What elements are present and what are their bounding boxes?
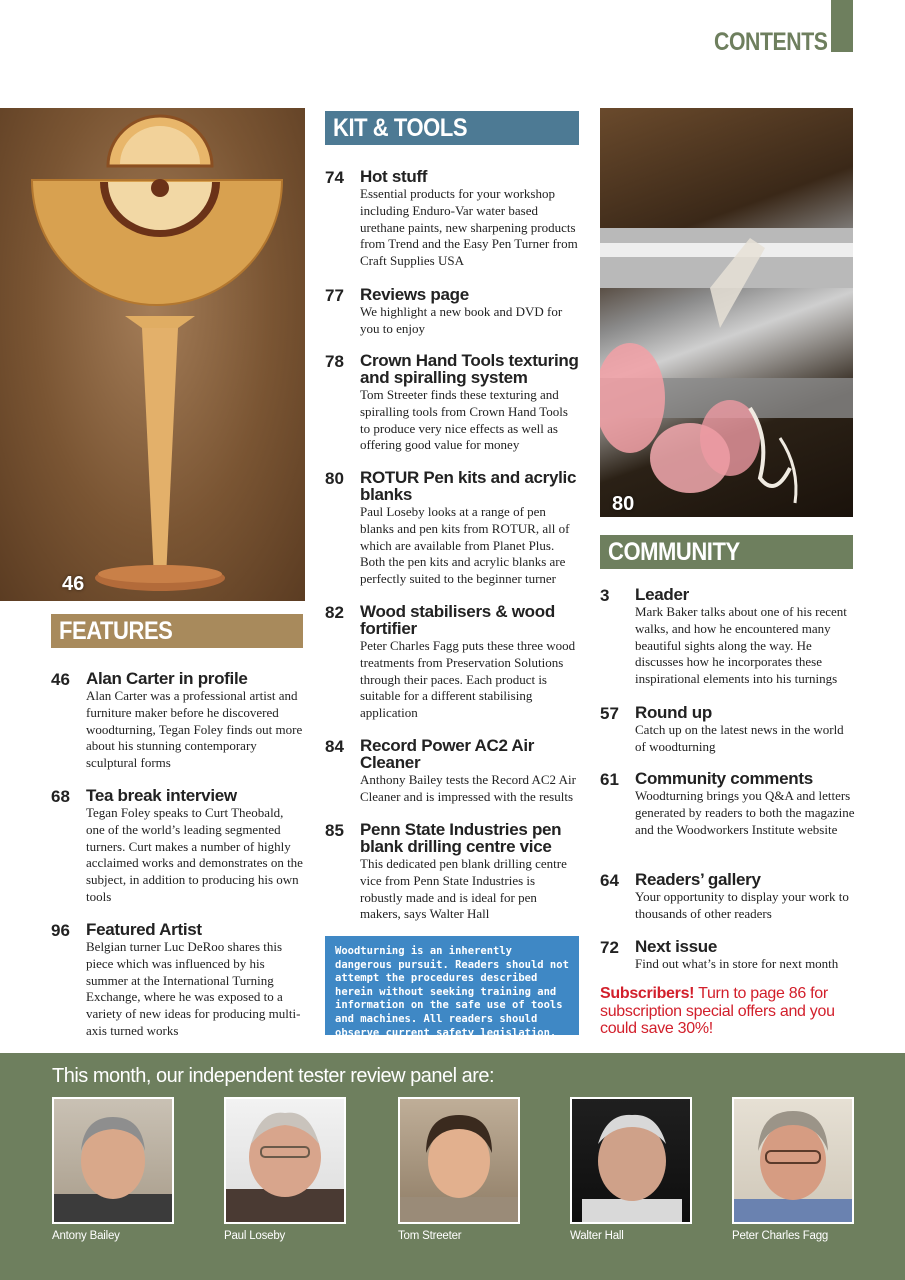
photo-page-number: 80 [612,493,635,515]
kit-photo-pen-blanks [600,108,853,517]
tester-photo [224,1097,346,1224]
tester-name: Paul Loseby [224,1230,286,1242]
tester-card [732,1097,854,1242]
kit-tools-entry: 80 ROTUR Pen kits and acrylic blanks Paul Loseby looks at a range of pen blanks and pen kits from ROTUR, all of which are available from Planet Plus. Both the pen kits and acrylic blanks are perfectly suited to the beginner turner [325,468,577,587]
header-tab [831,0,853,52]
kit-tools-entry: 74 Hot stuff Essential products for your workshop including Enduro-Var water based urethane paints, new sharpening products from Trend and the Easy Pen Turner from Craft Supplies USA [325,167,578,269]
feature-photo-chalice [0,108,305,601]
features-entry: 68 Tea break interview Tegan Foley speaks to Curt Theobald, one of the world’s leading segmented turners. Curt makes a number of highly acclaimed works and demonstrates on the subject, in addition to producing his own tools [51,786,303,904]
tester-card [52,1097,174,1242]
tester-photo [570,1097,692,1224]
kit-tools-heading: KIT & TOOLS [325,111,579,145]
tester-photo [398,1097,520,1224]
community-entry: 3 Leader Mark Baker talks about one of his recent walks, and how he encountered many beautiful sights along the way. He discusses how he incorporates these inspirational elements into his turnings [600,585,847,687]
tester-name: Antony Bailey [52,1230,120,1242]
panel-title: This month, our independent tester review panel are: [52,1065,495,1087]
features-entry: 96 Featured Artist Belgian turner Luc DeRoo shares this piece which was influenced by his summer at the International Turning Exchange, where he was exposed to a variety of new ideas for producing multi-axis turned works [51,920,301,1038]
subscribers-text: Turn to page 86 for subscription special offers and you could save 30%! [600,985,835,1037]
safety-warning: Woodturning is an inherently dangerous pursuit. Readers should not attempt the procedures described herein without seeking training and information on the safe use of tools and machines. All readers should observe current safety legislation. [325,936,579,1035]
kit-tools-entry: 85 Penn State Industries pen blank drilling centre vice This dedicated pen blank drilling centre vice from Penn State Industries is robustly made and is ideal for pen makers, says Walter Hall [325,820,567,922]
features-heading: FEATURES [51,614,303,648]
tester-photo [732,1097,854,1224]
tester-panel [0,1053,905,1280]
subscribers-offer [600,985,855,1038]
photo-page-number: 46 [62,573,85,595]
tester-card [224,1097,346,1242]
pen-blank-illustration [600,108,853,517]
kit-tools-entry: 78 Crown Hand Tools texturing and spiralling system Tom Streeter finds these texturing and spiralling tools from Crown Hand Tools to produce very nice effects as well as offering good value for money [325,351,579,453]
community-heading: COMMUNITY [600,535,853,569]
kit-tools-entry: 77 Reviews page We highlight a new book and DVD for you to enjoy [325,285,563,336]
chalice-illustration [0,108,305,601]
tester-photo [52,1097,174,1224]
subscribers-lead: Subscribers! [600,985,695,1002]
tester-name: Peter Charles Fagg [732,1230,829,1242]
kit-tools-entry: 84 Record Power AC2 Air Cleaner Anthony Bailey tests the Record AC2 Air Cleaner and is impressed with the results [325,736,576,804]
tester-name: Tom Streeter [398,1230,462,1242]
tester-name: Walter Hall [570,1230,624,1242]
tester-card [570,1097,692,1242]
community-entry: 72 Next issue Find out what’s in store for next month [600,937,839,971]
community-entry: 64 Readers’ gallery Your opportunity to display your work to thousands of other readers [600,870,849,921]
features-entry: 46 Alan Carter in profile Alan Carter was a professional artist and furniture maker before he discovered woodturning, Tegan Foley finds out more about his stunning contemporary sculptural forms [51,669,303,771]
community-entry: 57 Round up Catch up on the latest news in the world of woodturning [600,703,844,754]
community-entry: 61 Community comments Woodturning brings you Q&A and letters generated by readers to both the magazine and the Woodworkers Institute website [600,769,855,837]
kit-tools-entry: 82 Wood stabilisers & wood fortifier Peter Charles Fagg puts these three wood treatments from Preservation Solutions through their paces. Each product is suitable for a different stabilising application [325,602,576,721]
tester-card [398,1097,520,1242]
page-title: CONTENTS [713,28,827,56]
